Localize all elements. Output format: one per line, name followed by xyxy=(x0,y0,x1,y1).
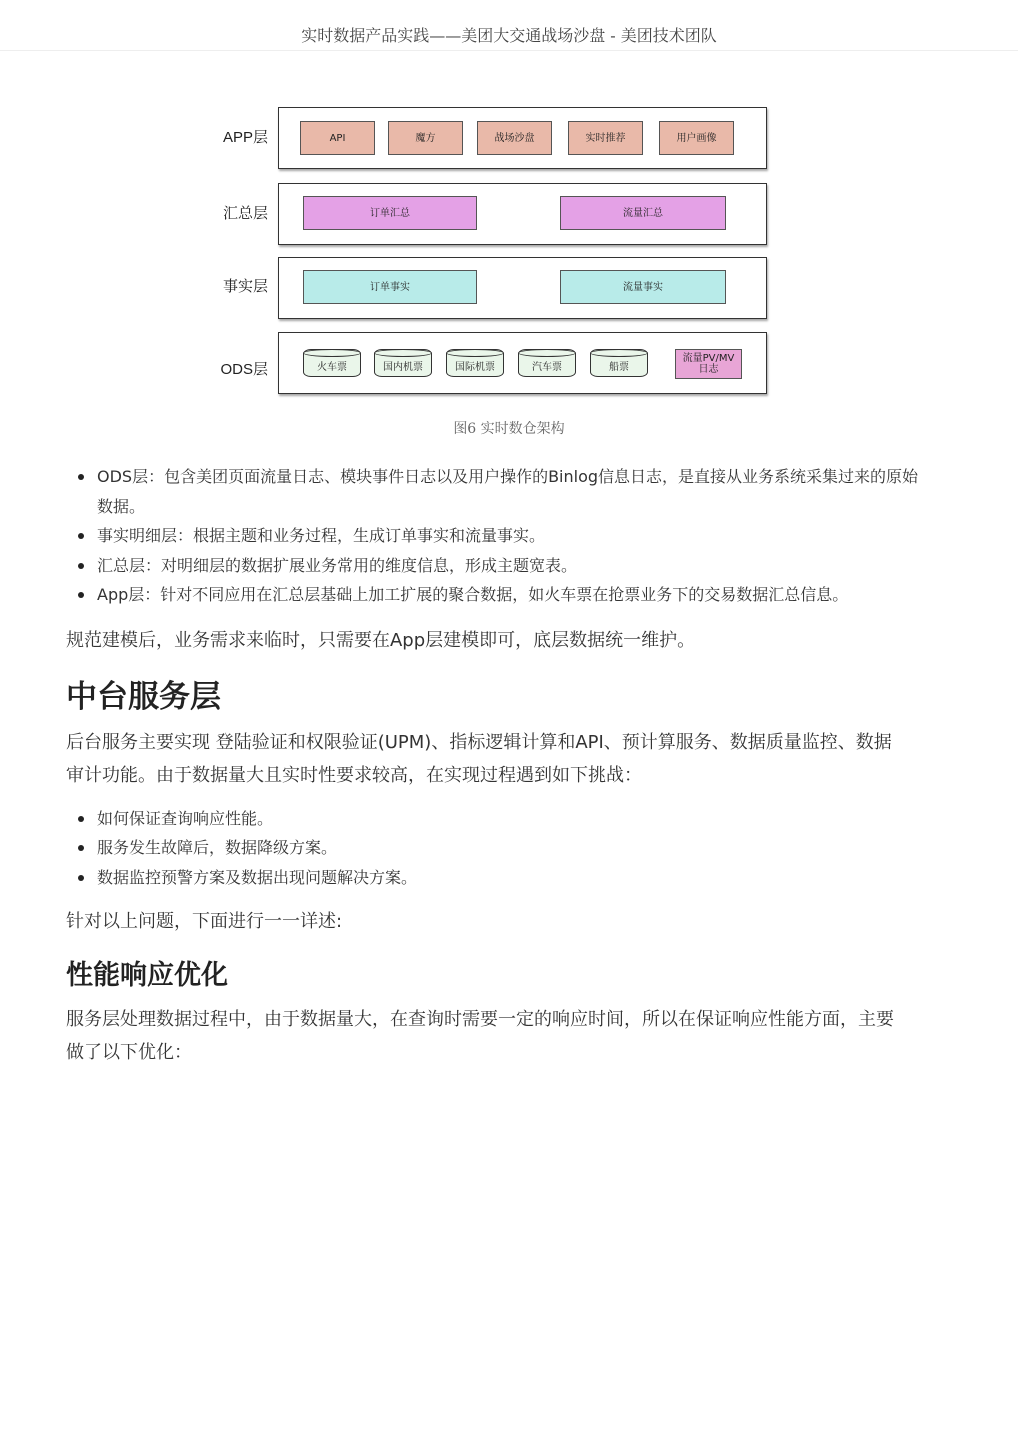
paragraph-backend: 后台服务主要实现 登陆验证和权限验证(UPM)、指标逻辑计算和API、预计算服务、数据质量监控、数据 审计功能。由于数据量大且实时性要求较高，在实现过程遇到如下挑战： xyxy=(66,731,892,786)
ods-cylinder-intl-flight: 国际机票 xyxy=(446,349,504,377)
paragraph-intro-details: 针对以上问题，下面进行一一详述: xyxy=(66,911,343,932)
heading-performance: 性能响应优化 xyxy=(66,960,228,991)
app-box-battlefield: 战场沙盘 xyxy=(477,121,552,155)
layer-label-app: APP层 xyxy=(222,129,268,146)
heading-middle-service: 中台服务层 xyxy=(66,678,221,715)
figure-caption: 图6 实时数仓架构 xyxy=(453,421,565,437)
paragraph-modeling: 规范建模后，业务需求来临时，只需要在App层建模即可，底层数据统一维护。 xyxy=(66,629,696,651)
paragraph-performance: 服务层处理数据过程中，由于数据量大，在查询时需要一定的响应时间，所以在保证响应性能方面，主要 做了以下优化： xyxy=(66,1009,894,1063)
fact-box-order: 订单事实 xyxy=(303,270,477,304)
list-item: 数据监控预警方案及数据出现问题解决方案。 xyxy=(97,863,952,893)
fact-box-traffic: 流量事实 xyxy=(560,270,726,304)
layer-frame-agg xyxy=(278,183,767,245)
list-item: 汇总层：对明细层的数据扩展业务常用的维度信息，形成主题宽表。 xyxy=(97,551,952,581)
challenge-list xyxy=(66,804,952,893)
ods-cylinder-domestic-flight: 国内机票 xyxy=(374,349,432,377)
architecture-diagram xyxy=(0,0,1018,420)
ods-cylinder-train: 火车票 xyxy=(303,349,361,377)
ods-cylinder-bus: 汽车票 xyxy=(518,349,576,377)
list-item: ODS层：包含美团页面流量日志、模块事件日志以及用户操作的Binlog信息日志，是直接从业务系统采集过来的原始 数据。 xyxy=(97,462,952,521)
ods-box-traffic-log-line1: 流量PV/MV xyxy=(682,353,735,364)
agg-box-traffic: 流量汇总 xyxy=(560,196,726,230)
layer-label-ods: ODS层 xyxy=(220,361,268,378)
layer-description-list xyxy=(66,462,952,610)
list-item: 如何保证查询响应性能。 xyxy=(97,804,952,834)
page-title: 实时数据产品实践——美团大交通战场沙盘 - 美团技术团队 xyxy=(301,26,717,45)
app-box-api: API xyxy=(300,121,375,155)
list-item: 事实明细层：根据主题和业务过程，生成订单事实和流量事实。 xyxy=(97,521,952,551)
ods-box-traffic-log xyxy=(675,349,742,379)
app-box-mofang: 魔方 xyxy=(388,121,463,155)
layer-frame-fact xyxy=(278,257,767,319)
list-item: App层：针对不同应用在汇总层基础上加工扩展的聚合数据，如火车票在抢票业务下的交易数据汇总信息。 xyxy=(97,580,952,610)
app-box-profile: 用户画像 xyxy=(659,121,734,155)
layer-frame-app xyxy=(278,107,767,169)
article-body xyxy=(66,462,952,1069)
ods-box-traffic-log-line2: 日志 xyxy=(698,364,719,375)
agg-box-order: 订单汇总 xyxy=(303,196,477,230)
app-box-recommend: 实时推荐 xyxy=(568,121,643,155)
layer-frame-ods xyxy=(278,332,767,394)
layer-label-agg: 汇总层 xyxy=(222,205,268,222)
list-item: 服务发生故障后，数据降级方案。 xyxy=(97,833,952,863)
ods-cylinder-ship: 船票 xyxy=(590,349,648,377)
layer-label-fact: 事实层 xyxy=(222,278,268,295)
